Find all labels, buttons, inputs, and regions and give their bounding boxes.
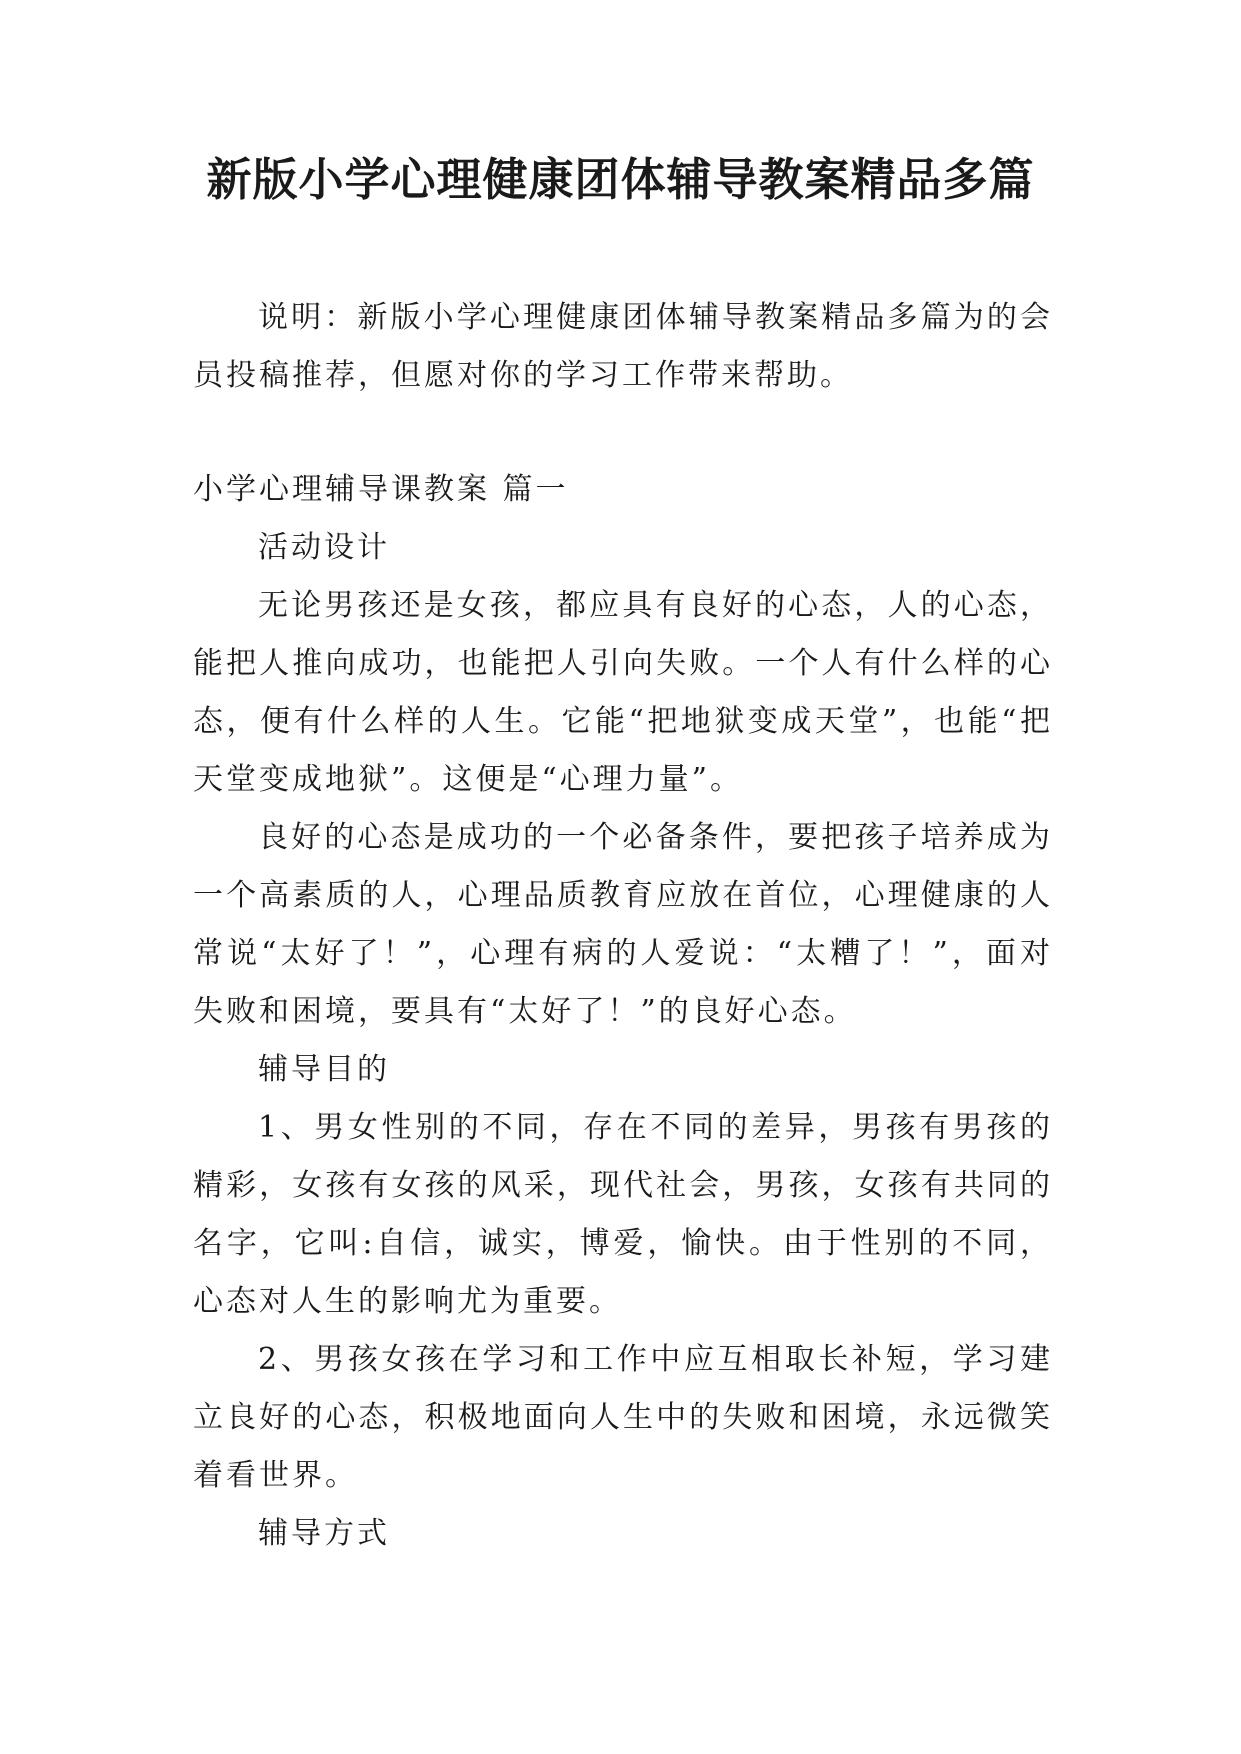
document-body — [193, 289, 1053, 1563]
body-paragraph: 1、男女性别的不同，存在不同的差异，男孩有男孩的精彩，女孩有女孩的风采，现代社会，男孩，女孩有共同的名字，它叫:自信，诚实，博爱，愉快。由于性别的不同，心态对人生的影响尤为重要。 — [193, 1110, 1053, 1319]
subheading-counseling-goal: 辅导目的 — [258, 1052, 390, 1087]
body-paragraph: 良好的心态是成功的一个必备条件，要把孩子培养成为一个高素质的人，心理品质教育应放在首位，心理健康的人常说“太好了！”，心理有病的人爱说：“太糟了！”，面对失败和困境，要具有“太好了！”的良好心态。 — [193, 820, 1053, 1029]
section-heading: 小学心理辅导课教案 篇一 — [193, 472, 569, 507]
subheading-activity-design: 活动设计 — [258, 530, 390, 565]
body-paragraph: 无论男孩还是女孩，都应具有良好的心态，人的心态，能把人推向成功，也能把人引向失败。一个人有什么样的心态，便有什么样的人生。它能“把地狱变成天堂”，也能“把天堂变成地狱”。这便是“心理力量”。 — [193, 588, 1053, 797]
body-paragraph: 2、男孩女孩在学习和工作中应互相取长补短，学习建立良好的心态，积极地面向人生中的失败和困境，永远微笑着看世界。 — [193, 1342, 1053, 1493]
document-title: 新版小学心理健康团体辅导教案精品多篇 — [206, 153, 1035, 206]
intro-paragraph: 说明：新版小学心理健康团体辅导教案精品多篇为的会员投稿推荐，但愿对你的学习工作带来帮助。 — [193, 300, 1053, 393]
subheading-counseling-method: 辅导方式 — [258, 1516, 390, 1551]
